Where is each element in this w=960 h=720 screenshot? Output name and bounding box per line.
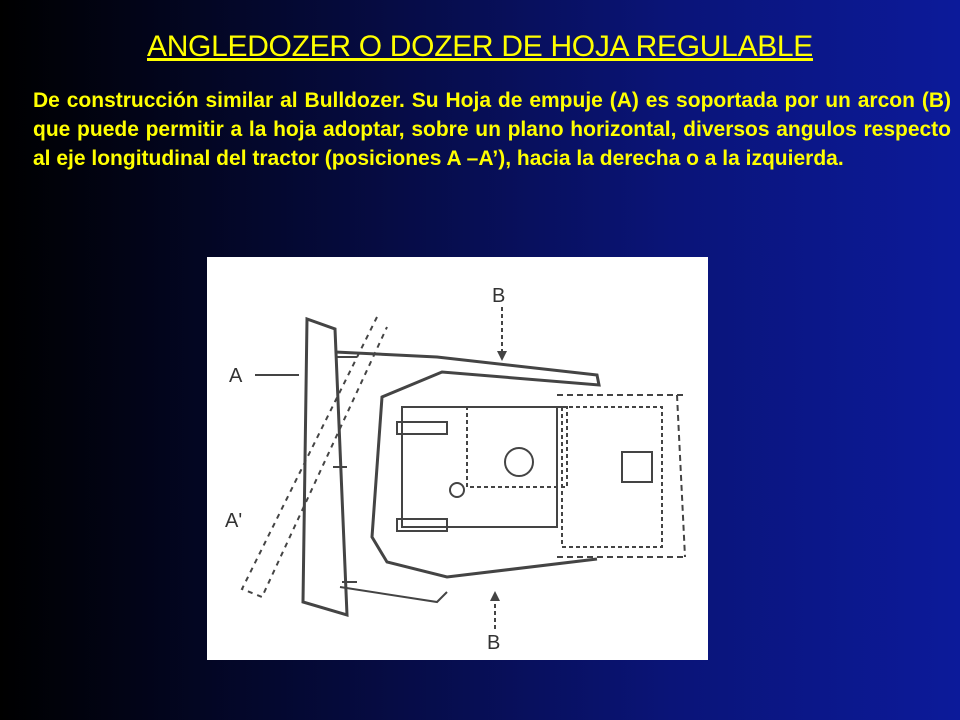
label-b-top: B — [492, 285, 506, 307]
arrowhead-b-top-shape — [497, 351, 507, 361]
label-b-bottom: B — [487, 632, 501, 654]
slide-title: ANGLEDOZER O DOZER DE HOJA REGULABLE — [146, 30, 814, 63]
label-a-prime: A' — [225, 510, 243, 532]
blade-a-prime-shape — [242, 317, 387, 597]
slide-paragraph: De construcción similar al Bulldozer. Su Hoja de empuje (A) es soportada por un arcon (B) que puede permitir a la hoja adoptar, sobre un plano horizontal, diversos angulos respecto al eje longitudinal del tractor (posiciones A –A’), hacia la derecha o a la izquierda. — [33, 89, 951, 170]
seat-shape — [622, 452, 652, 482]
angledozer-drawing — [207, 257, 708, 660]
label-a: A — [229, 365, 243, 387]
small-hub-shape — [450, 483, 464, 497]
cab-shape — [562, 407, 662, 547]
arrowhead-b-bottom-shape — [490, 591, 500, 601]
cylinder-top-shape — [397, 422, 447, 434]
tractor-hood-shape — [402, 407, 557, 527]
lower-arm-shape — [340, 587, 447, 602]
hub-shape — [505, 448, 533, 476]
angledozer-diagram — [207, 257, 708, 660]
cylinder-bottom-shape — [397, 519, 447, 531]
